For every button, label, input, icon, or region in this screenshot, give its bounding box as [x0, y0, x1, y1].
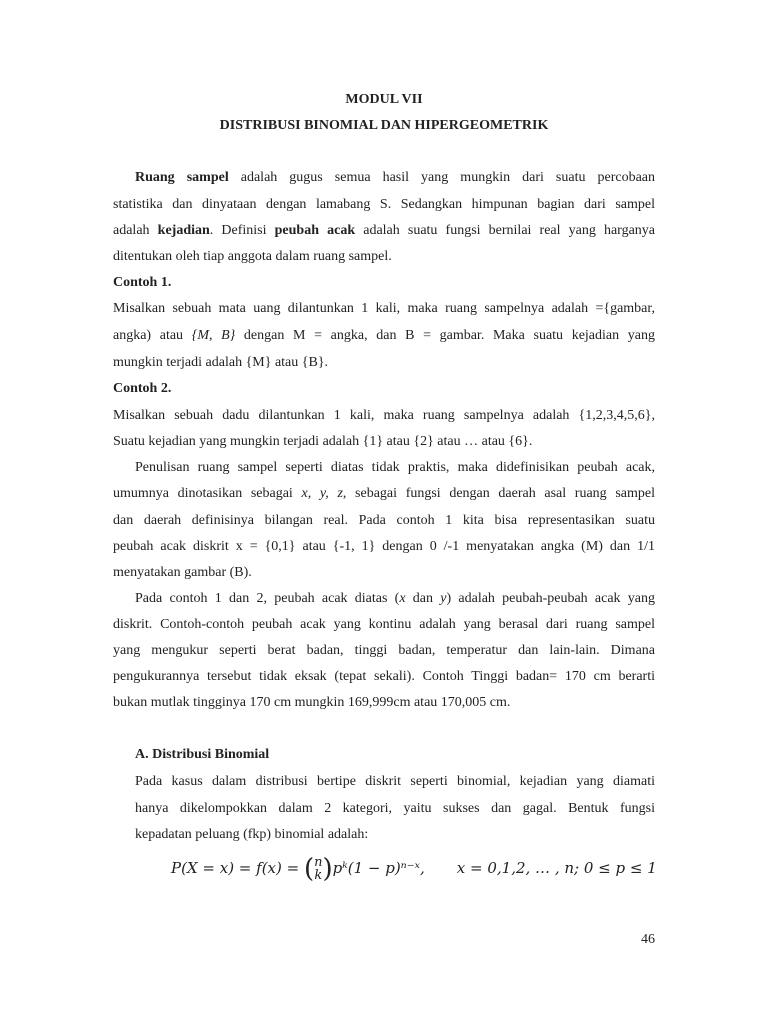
- term-kejadian: kejadian: [157, 223, 210, 238]
- contoh1-line2-a: angka) atau: [113, 328, 192, 343]
- formula-domain: x = 0,1,2, … , n; 0 ≤ p ≤ 1: [456, 859, 657, 877]
- para1-line1-text: adalah gugus semua hasil yang mungkin dari suatu percobaan: [240, 170, 656, 185]
- contoh1-line2: [113, 327, 655, 345]
- section-a-line2: hanya dikelompokkan dalam 2 kategori, yaitu sukses dan gagal. Bentuk fungsi: [135, 801, 655, 816]
- formula-rhs: pᵏ(1 − p)ⁿ⁻ˣ,: [332, 859, 425, 877]
- chapter-heading: DISTRIBUSI BINOMIAL DAN HIPERGEOMETRIK: [219, 118, 549, 133]
- module-title: MODUL VII: [345, 92, 423, 107]
- para3-line4: pengukurannya tersebut tidak eksak (tepat sekali). Contoh Tinggi badan= 170 cm berarti: [113, 669, 655, 684]
- para2-line5: menyatakan gambar (B).: [113, 565, 252, 580]
- para1-line3-c: adalah suatu fungsi bernilai real yang harganya: [355, 223, 656, 238]
- para2-line1: Penulisan ruang sampel seperti diatas tidak praktis, maka didefinisikan peubah acak,: [135, 460, 655, 475]
- contoh1-label: Contoh 1.: [113, 275, 172, 290]
- para1-line3-a: adalah: [113, 223, 158, 238]
- para3-line2: diskrit. Contoh-contoh peubah acak yang kontinu adalah yang berasal dari ruang sampel: [113, 617, 655, 632]
- para3-line1-a: Pada contoh 1 dan 2, peubah acak diatas (: [135, 591, 400, 606]
- contoh2-line1: Misalkan sebuah dadu dilantunkan 1 kali, maka ruang sampelnya adalah {1,2,3,4,5,6},: [113, 408, 655, 423]
- contoh2-label: Contoh 2.: [113, 381, 172, 396]
- para3-line1-b: dan: [405, 591, 441, 606]
- binom-bottom: k: [314, 868, 323, 883]
- para2-line4: peubah acak diskrit x = {0,1} atau {-1, 1} dengan 0 /-1 menyatakan angka (M) dan 1/1: [113, 539, 655, 554]
- binomial-coefficient: [314, 856, 322, 882]
- section-a-heading: A. Distribusi Binomial: [135, 747, 270, 762]
- para3-var-x: x: [399, 591, 406, 606]
- para2-line2-a: umumnya dinotasikan sebagai: [113, 486, 302, 501]
- para2-line2-b: , sebagai fungsi dengan daerah asal ruang sampel: [342, 486, 655, 501]
- para2-line2: [113, 485, 655, 503]
- binom-top: n: [314, 855, 323, 870]
- para3-var-y: y: [440, 591, 447, 606]
- section-a-line1: Pada kasus dalam distribusi bertipe diskrit seperti binomial, kejadian yang diamati: [135, 774, 655, 789]
- para1-line3: [113, 222, 655, 240]
- para3-line1-c: ) adalah peubah-peubah acak yang: [446, 591, 656, 606]
- binom-close-paren: ): [322, 854, 333, 884]
- contoh1-line2-b: dengan M = angka, dan B = gambar. Maka suatu kejadian yang: [235, 328, 655, 343]
- contoh1-line1: Misalkan sebuah mata uang dilantunkan 1 kali, maka ruang sampelnya adalah ={gambar,: [113, 301, 655, 316]
- para3-line5: bukan mutlak tingginya 170 cm mungkin 169,999cm atau 170,005 cm.: [113, 695, 511, 710]
- para3-line1: [135, 590, 655, 608]
- para2-vars: x, y, z: [301, 486, 343, 501]
- para1-line2: statistika dan dinyataan dengan lamabang S. Sedangkan himpunan bagian dari sampel: [113, 197, 655, 212]
- para1-line3-b: . Definisi: [209, 223, 275, 238]
- contoh1-set: {M, B}: [191, 328, 236, 343]
- contoh1-line3: mungkin terjadi adalah {M} atau {B}.: [113, 355, 329, 370]
- binom-open-paren: (: [303, 854, 315, 884]
- formula-lhs: P(X = x) = f(x) =: [171, 859, 304, 877]
- term-ruang-sampel: Ruang sampel: [135, 170, 229, 185]
- para1-line1: [135, 169, 655, 187]
- section-a-line3: kepadatan peluang (fkp) binomial adalah:: [135, 827, 369, 842]
- contoh2-line2: Suatu kejadian yang mungkin terjadi adalah {1} atau {2} atau … atau {6}.: [113, 434, 533, 449]
- para3-line3: yang mengukur seperti berat badan, tinggi badan, temperatur dan lain-lain. Dimana: [113, 643, 655, 658]
- para1-line4: ditentukan oleh tiap anggota dalam ruang sampel.: [113, 249, 392, 264]
- term-peubah-acak: peubah acak: [274, 223, 356, 238]
- para2-line3: dan daerah definisinya bilangan real. Pada contoh 1 kita bisa representasikan suatu: [113, 513, 655, 528]
- binomial-formula: [171, 848, 657, 888]
- page-number: 46: [641, 932, 655, 947]
